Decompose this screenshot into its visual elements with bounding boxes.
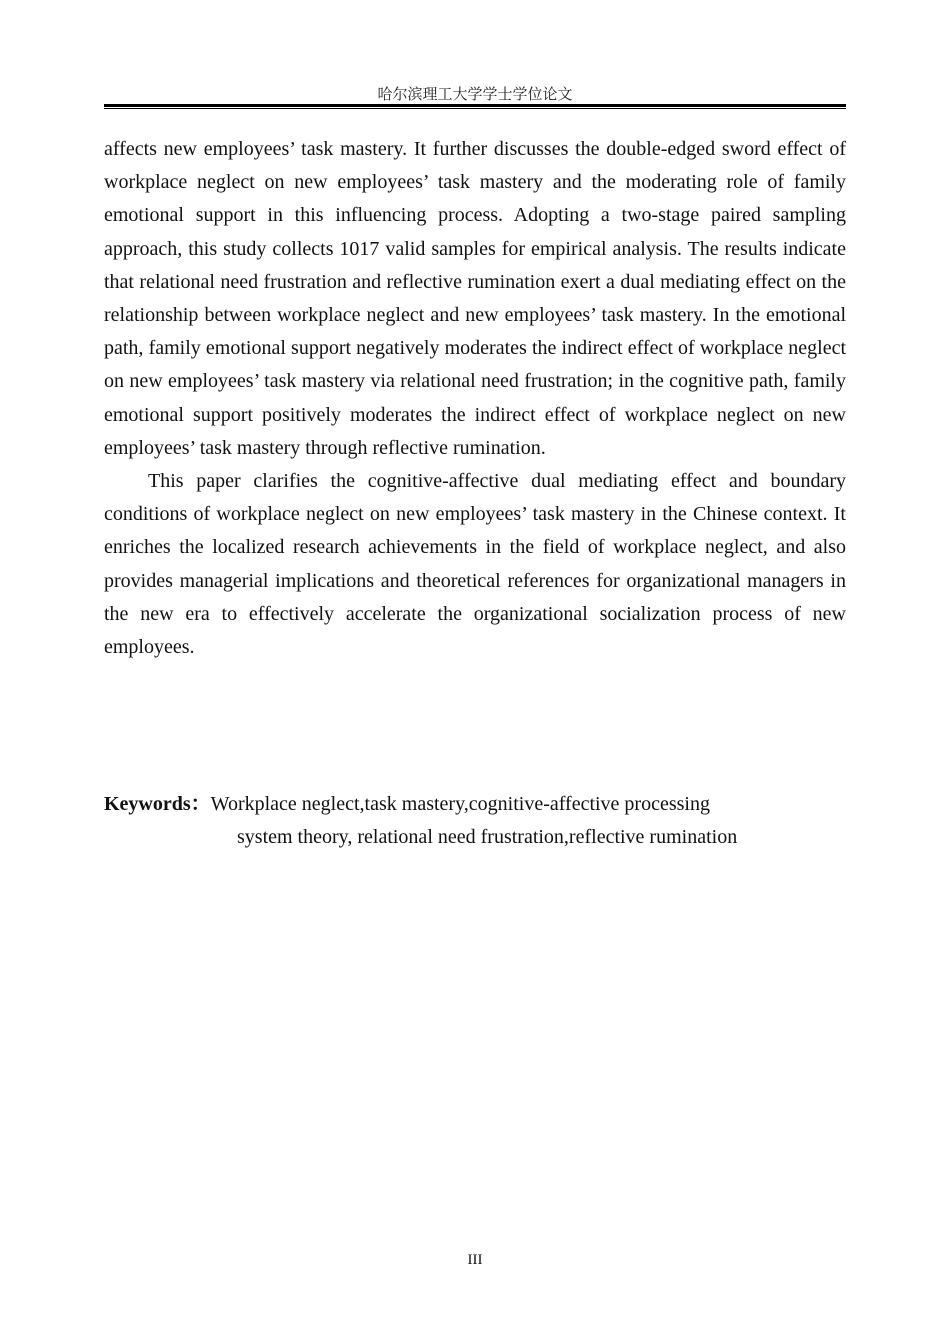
keywords-line-1 — [104, 788, 846, 821]
keywords-line-2: system theory, relational need frustration,reflective rumination — [237, 826, 738, 848]
keywords-text-1: Workplace neglect,task mastery,cognitive-affective processing — [210, 793, 710, 815]
abstract-body — [104, 133, 846, 664]
header-rule-thick — [104, 104, 846, 107]
keywords-block — [104, 788, 846, 854]
header-rule-thin — [104, 108, 846, 109]
running-header: 哈尔滨理工大学学士学位论文 — [377, 85, 573, 103]
keywords-label: Keywords： — [104, 793, 211, 815]
page-number: III — [467, 1252, 483, 1268]
abstract-paragraph-1: affects new employees’ task mastery. It further discusses the double-edged sword effect of workplace neglect on new employees’ task mastery and the moderating role of family emotional support in this influencing process. Adopting a two-stage paired sampling approach, this study collects 1017 valid samples for empirical analysis. The results indicate that relational need frustration and reflective rumination exert a dual mediating effect on the relationship between workplace neglect and new employees’ task mastery. In the emotional path, family emotional support negatively moderates the indirect effect of workplace neglect on new employees’ task mastery via relational need frustration; in the cognitive path, family emotional support positively moderates the indirect effect of workplace neglect on new employees’ task mastery through reflective rumination. — [104, 138, 846, 459]
abstract-paragraph-2: This paper clarifies the cognitive-affective dual mediating effect and boundary conditions of workplace neglect on new employees’ task mastery in the Chinese context. It enriches the localized research achievements in the field of workplace neglect, and also provides managerial implications and theoretical references for organizational managers in the new era to effectively accelerate the organizational socialization process of new employees. — [104, 470, 846, 659]
